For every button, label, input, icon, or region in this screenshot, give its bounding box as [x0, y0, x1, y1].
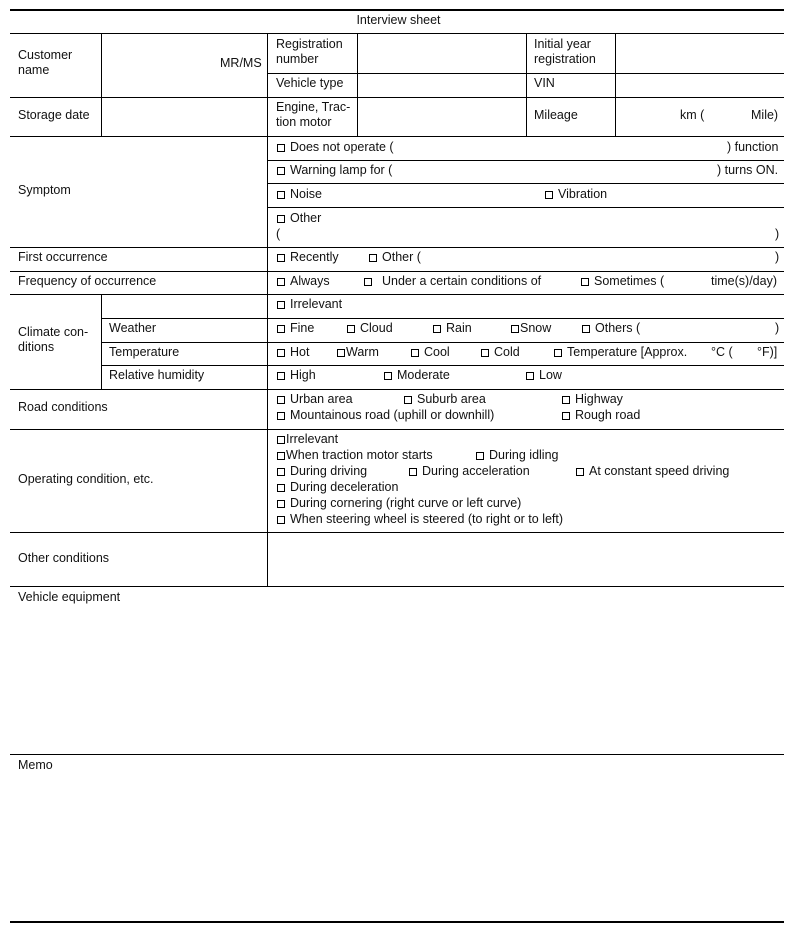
- op-steering-option[interactable]: When steering wheel is steered (to right or to left): [277, 512, 563, 527]
- mile-label: Mile): [751, 108, 779, 122]
- rule: [101, 342, 784, 343]
- engine-traction-label: Engine, Trac- tion motor: [276, 100, 351, 129]
- col-rule: [615, 33, 616, 136]
- rule: [10, 97, 784, 98]
- weather-close-paren: ): [775, 321, 780, 335]
- km-label: km (: [680, 108, 705, 122]
- sometimes-option[interactable]: Sometimes (: [581, 274, 664, 289]
- checkbox[interactable]: [409, 468, 417, 476]
- checkbox[interactable]: [277, 191, 285, 199]
- rule: [268, 207, 784, 208]
- does-not-operate-option[interactable]: Does not operate (: [277, 140, 394, 155]
- mileage-label: Mileage: [534, 108, 578, 122]
- certain-conditions-option[interactable]: Under a certain conditions of: [364, 274, 541, 289]
- humidity-label: Relative humidity: [109, 368, 205, 382]
- bottom-border: [10, 921, 784, 923]
- climate-irrelevant-option[interactable]: Irrelevant: [277, 297, 342, 312]
- checkbox[interactable]: [545, 191, 553, 199]
- rule: [10, 271, 784, 272]
- vibration-option[interactable]: Vibration: [545, 187, 607, 202]
- temp-cold-option[interactable]: Cold: [481, 345, 520, 360]
- registration-number-label: Registration number: [276, 37, 343, 66]
- checkbox[interactable]: [581, 278, 589, 286]
- rule: [101, 318, 784, 319]
- checkbox[interactable]: [511, 325, 519, 333]
- temp-cool-option[interactable]: Cool: [411, 345, 450, 360]
- checkbox[interactable]: [277, 500, 285, 508]
- checkbox[interactable]: [526, 372, 534, 380]
- road-urban-option[interactable]: Urban area: [277, 392, 353, 407]
- symptom-label: Symptom: [18, 183, 71, 197]
- checkbox[interactable]: [364, 278, 372, 286]
- humidity-low-option[interactable]: Low: [526, 368, 562, 383]
- climate-conditions-label: Climate con- ditions: [18, 325, 89, 354]
- checkbox[interactable]: [277, 325, 285, 333]
- checkbox[interactable]: [277, 278, 285, 286]
- rule: [10, 389, 784, 390]
- vin-label: VIN: [534, 76, 555, 90]
- rule: [268, 183, 784, 184]
- rule: [10, 33, 784, 34]
- op-driving-option[interactable]: During driving: [277, 464, 367, 479]
- checkbox[interactable]: [277, 516, 285, 524]
- op-traction-starts-option[interactable]: When traction motor starts: [277, 448, 433, 463]
- op-deceleration-option[interactable]: During deceleration: [277, 480, 398, 495]
- checkbox[interactable]: [277, 167, 285, 175]
- checkbox[interactable]: [554, 349, 562, 357]
- checkbox[interactable]: [582, 325, 590, 333]
- checkbox[interactable]: [277, 484, 285, 492]
- times-per-day-label: time(s)/day): [711, 274, 777, 288]
- checkbox[interactable]: [481, 349, 489, 357]
- first-occurrence-close-paren: ): [775, 250, 780, 264]
- op-irrelevant-option[interactable]: Irrelevant: [277, 432, 338, 447]
- function-label: ) function: [727, 140, 779, 154]
- temperature-label: Temperature: [109, 345, 180, 359]
- checkbox[interactable]: [337, 349, 345, 357]
- checkbox[interactable]: [277, 215, 285, 223]
- page-title: Interview sheet: [356, 13, 441, 27]
- weather-snow-option[interactable]: Snow: [511, 321, 551, 336]
- op-acceleration-option[interactable]: During acceleration: [409, 464, 530, 479]
- warning-lamp-option[interactable]: Warning lamp for (: [277, 163, 392, 178]
- mr-ms-label: MR/MS: [220, 56, 262, 70]
- other-open-paren: (: [276, 227, 281, 241]
- rule: [10, 754, 784, 755]
- op-idling-option[interactable]: During idling: [476, 448, 558, 463]
- rule: [268, 160, 784, 161]
- rule: [10, 136, 784, 137]
- rule: [10, 429, 784, 430]
- rule: [10, 294, 784, 295]
- checkbox[interactable]: [277, 468, 285, 476]
- road-rough-option[interactable]: Rough road: [562, 408, 640, 423]
- humidity-moderate-option[interactable]: Moderate: [384, 368, 450, 383]
- col-rule: [101, 294, 102, 389]
- customer-name-label: Customer name: [18, 48, 73, 77]
- checkbox[interactable]: [562, 396, 570, 404]
- weather-cloud-option[interactable]: Cloud: [347, 321, 393, 336]
- first-occurrence-label: First occurrence: [18, 250, 108, 264]
- road-conditions-label: Road conditions: [18, 400, 108, 414]
- weather-fine-option[interactable]: Fine: [277, 321, 314, 336]
- checkbox[interactable]: [384, 372, 392, 380]
- top-border: [10, 9, 784, 11]
- checkbox[interactable]: [369, 254, 377, 262]
- frequency-label: Frequency of occurrence: [18, 274, 157, 288]
- fahrenheit-label: °F)]: [757, 345, 778, 359]
- road-suburb-option[interactable]: Suburb area: [404, 392, 486, 407]
- checkbox[interactable]: [277, 349, 285, 357]
- celsius-label: °C (: [711, 345, 733, 359]
- checkbox[interactable]: [404, 396, 412, 404]
- other-occurrence-option[interactable]: Other (: [369, 250, 421, 265]
- noise-option[interactable]: Noise: [277, 187, 322, 202]
- checkbox[interactable]: [277, 396, 285, 404]
- always-option[interactable]: Always: [277, 274, 330, 289]
- weather-rain-option[interactable]: Rain: [433, 321, 472, 336]
- checkbox[interactable]: [277, 301, 285, 309]
- rule: [10, 586, 784, 587]
- checkbox[interactable]: [433, 325, 441, 333]
- memo-label: Memo: [18, 758, 53, 772]
- col-rule: [101, 33, 102, 136]
- checkbox[interactable]: [277, 452, 285, 460]
- recently-option[interactable]: Recently: [277, 250, 339, 265]
- rule: [10, 532, 784, 533]
- checkbox[interactable]: [277, 144, 285, 152]
- rule: [10, 247, 784, 248]
- col-rule: [526, 33, 527, 136]
- checkbox[interactable]: [277, 436, 285, 444]
- weather-label: Weather: [109, 321, 157, 335]
- humidity-high-option[interactable]: High: [277, 368, 316, 383]
- checkbox[interactable]: [411, 349, 419, 357]
- checkbox[interactable]: [347, 325, 355, 333]
- col-rule: [357, 33, 358, 136]
- checkbox[interactable]: [277, 412, 285, 420]
- col-rule: [267, 33, 268, 586]
- checkbox[interactable]: [277, 372, 285, 380]
- op-cornering-option[interactable]: During cornering (right curve or left curve): [277, 496, 521, 511]
- temp-approx-option[interactable]: Temperature [Approx.: [554, 345, 687, 360]
- initial-year-registration-label: Initial year registration: [534, 37, 596, 66]
- rule: [101, 365, 784, 366]
- other-symptom-option[interactable]: Other: [277, 211, 321, 226]
- checkbox[interactable]: [476, 452, 484, 460]
- temp-warm-option[interactable]: Warm: [337, 345, 379, 360]
- temp-hot-option[interactable]: Hot: [277, 345, 309, 360]
- checkbox[interactable]: [277, 254, 285, 262]
- operating-condition-label: Operating condition, etc.: [18, 472, 154, 486]
- other-conditions-label: Other conditions: [18, 551, 110, 565]
- vehicle-type-label: Vehicle type: [276, 76, 344, 90]
- checkbox[interactable]: [562, 412, 570, 420]
- storage-date-label: Storage date: [18, 108, 90, 122]
- road-highway-option[interactable]: Highway: [562, 392, 623, 407]
- op-constant-speed-option[interactable]: At constant speed driving: [576, 464, 729, 479]
- weather-others-option[interactable]: Others (: [582, 321, 640, 336]
- other-close-paren: ): [775, 227, 780, 241]
- checkbox[interactable]: [576, 468, 584, 476]
- vehicle-equipment-label: Vehicle equipment: [18, 590, 121, 604]
- turns-on-label: ) turns ON.: [717, 163, 779, 177]
- road-mountainous-option[interactable]: Mountainous road (uphill or downhill): [277, 408, 494, 423]
